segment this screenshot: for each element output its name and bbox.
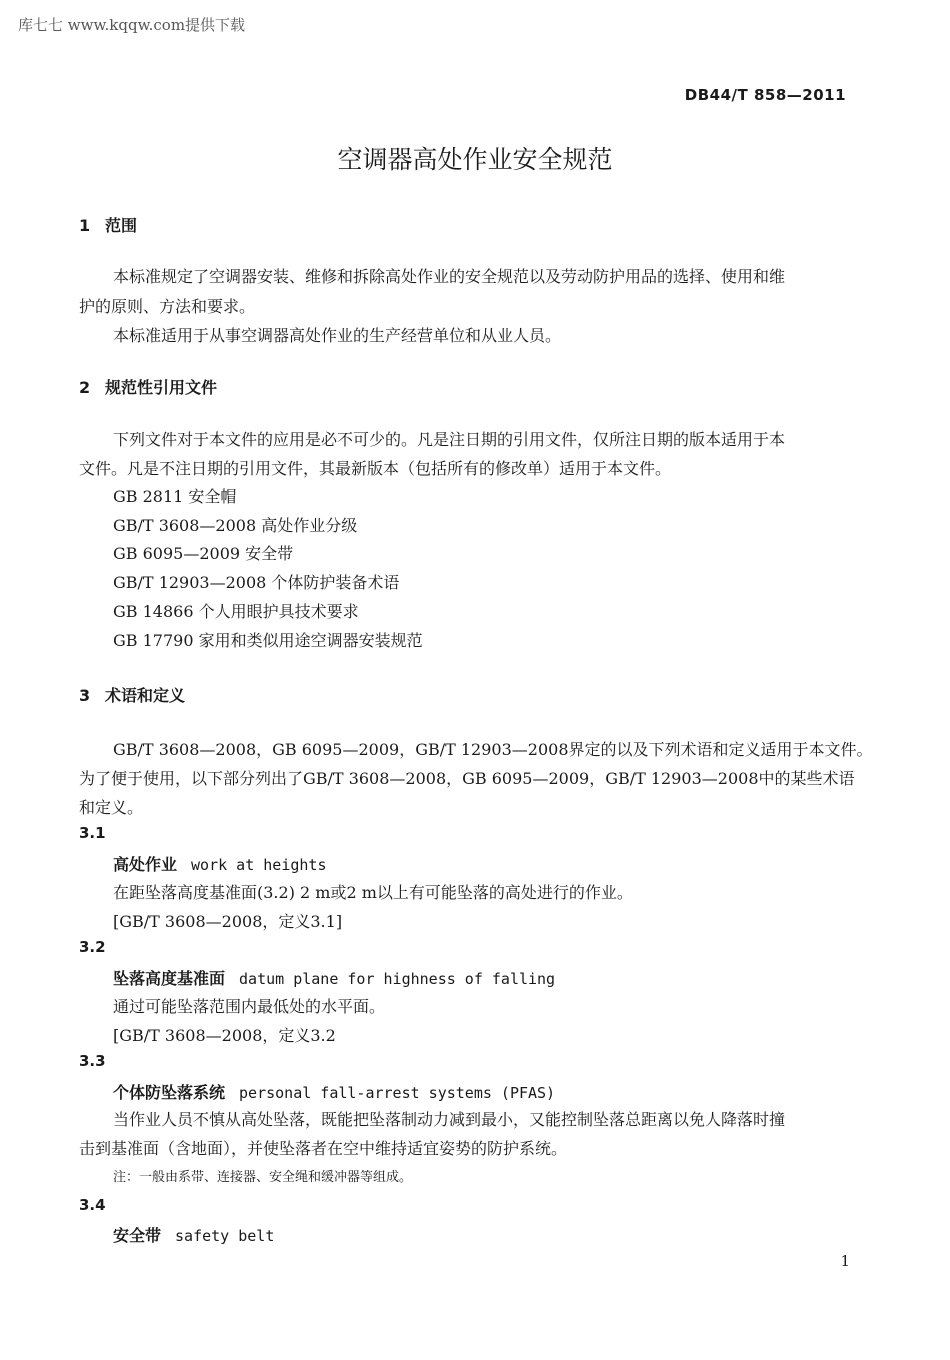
term-number: 3.3 bbox=[79, 1052, 106, 1070]
reference-item: GB 2811 安全帽 bbox=[113, 487, 237, 506]
term-chinese: 高处作业 bbox=[113, 855, 178, 874]
paragraph-line: 和定义。 bbox=[79, 798, 144, 817]
term-english: datum plane for highness of falling bbox=[239, 970, 556, 988]
reference-item: GB 17790 家用和类似用途空调器安装规范 bbox=[113, 631, 423, 650]
paragraph-line: 为了便于使用，以下部分列出了GB/T 3608—2008，GB 6095—2009，GB/T 12903—2008中的某些术语 bbox=[79, 769, 855, 788]
term-number: 3.2 bbox=[79, 938, 106, 956]
paragraph-line: 文件。凡是不注日期的引用文件，其最新版本（包括所有的修改单）适用于本文件。 bbox=[79, 459, 672, 478]
document-number: DB44/T 858—2011 bbox=[684, 86, 846, 104]
term-source: [GB/T 3608—2008，定义3.2 bbox=[113, 1026, 336, 1045]
reference-item: GB/T 3608—2008 高处作业分级 bbox=[113, 516, 358, 535]
term-entry bbox=[113, 1223, 274, 1246]
term-note: 注：一般由系带、连接器、安全绳和缓冲器等组成。 bbox=[113, 1170, 413, 1185]
term-entry bbox=[113, 1080, 555, 1103]
section-1-heading bbox=[79, 213, 137, 236]
reference-item: GB 6095—2009 安全带 bbox=[113, 544, 294, 563]
term-definition: 通过可能坠落范围内最低处的水平面。 bbox=[113, 997, 386, 1016]
term-chinese: 坠落高度基准面 bbox=[113, 969, 226, 988]
section-3-heading bbox=[79, 683, 185, 706]
paragraph-line: 下列文件对于本文件的应用是必不可少的。凡是注日期的引用文件，仅所注日期的版本适用于本 bbox=[113, 430, 786, 449]
paragraph-line: 护的原则、方法和要求。 bbox=[79, 297, 256, 316]
term-source: [GB/T 3608—2008，定义3.1] bbox=[113, 912, 343, 931]
term-english: safety belt bbox=[175, 1227, 275, 1245]
page-number: 1 bbox=[840, 1252, 850, 1270]
section-title: 规范性引用文件 bbox=[105, 378, 218, 397]
term-number: 3.1 bbox=[79, 824, 106, 842]
term-english: personal fall-arrest systems (PFAS) bbox=[239, 1084, 556, 1102]
term-number: 3.4 bbox=[79, 1196, 106, 1214]
term-chinese: 个体防坠落系统 bbox=[113, 1083, 226, 1102]
section-number: 2 bbox=[79, 378, 91, 397]
term-definition: 当作业人员不慎从高处坠落，既能把坠落制动力减到最小，又能控制坠落总距离以免人降落时撞 bbox=[113, 1110, 786, 1129]
term-definition: 击到基准面（含地面），并使坠落者在空中维持适宜姿势的防护系统。 bbox=[79, 1139, 568, 1158]
reference-item: GB 14866 个人用眼护具技术要求 bbox=[113, 602, 359, 621]
page-title: 空调器高处作业安全规范 bbox=[337, 145, 613, 174]
section-number: 3 bbox=[79, 686, 91, 705]
section-number: 1 bbox=[79, 216, 91, 235]
section-title: 范围 bbox=[105, 216, 138, 235]
paragraph-line: GB/T 3608—2008，GB 6095—2009，GB/T 12903—2008界定的以及下列术语和定义适用于本文件。 bbox=[113, 740, 873, 759]
term-chinese: 安全带 bbox=[113, 1226, 162, 1245]
term-english: work at heights bbox=[191, 856, 327, 874]
reference-item: GB/T 12903—2008 个体防护装备术语 bbox=[113, 573, 400, 592]
term-entry bbox=[113, 852, 326, 875]
section-title: 术语和定义 bbox=[105, 686, 186, 705]
paragraph-line: 本标准适用于从事空调器高处作业的生产经营单位和从业人员。 bbox=[113, 326, 562, 345]
term-entry bbox=[113, 966, 555, 989]
term-definition: 在距坠落高度基准面(3.2) 2 m或2 m以上有可能坠落的高处进行的作业。 bbox=[113, 883, 633, 902]
paragraph-line: 本标准规定了空调器安装、维修和拆除高处作业的安全规范以及劳动防护用品的选择、使用和维 bbox=[113, 267, 786, 286]
watermark-text: 库七七 www.kqqw.com提供下载 bbox=[18, 16, 246, 34]
section-2-heading bbox=[79, 375, 217, 398]
